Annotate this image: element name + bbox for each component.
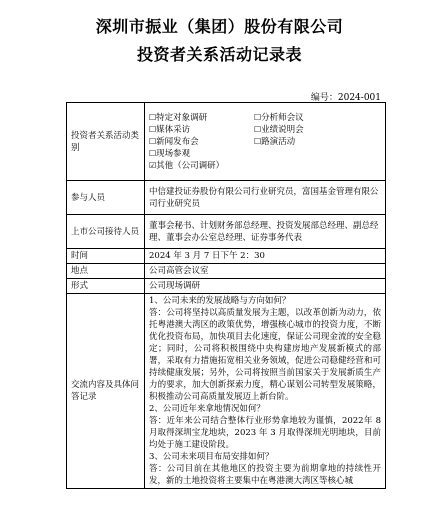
row-participants [67,181,386,215]
answer-2: 答：近年来公司结合整体行业形势拿地较为谨慎，2022年 8 月取得深圳宝龙地块，2023 年 3 月取得深圳光明地块，目前均处于施工建设阶段。 [149,416,381,450]
activity-type-options [145,103,386,181]
checkbox-icon: ☐ [149,136,157,146]
option-analyst-meeting: ☐分析师会议 [254,112,304,123]
checkbox-icon: ☐ [149,148,157,158]
label-participants: 参与人员 [67,181,145,215]
row-form [67,279,386,294]
checkbox-icon: ☐ [254,112,262,122]
location-value: 公司高管会议室 [145,264,386,279]
question-3: 3、公司未来项目布局安排如何？ [149,452,274,462]
label-form: 形式 [67,279,145,294]
label-receptionists: 上市公司接待人员 [67,215,145,249]
label-activity-type: 投资者关系活动类别 [67,103,145,181]
label-time: 时间 [67,249,145,264]
checked-checkbox-icon: ☑ [149,160,157,170]
participants-value: 中信建投证券股份有限公司行业研究员，富国基金管理有限公司行业研究员 [145,181,386,215]
serial-number: 编号：2024-001 [310,93,381,103]
option-press-conference: ☐新闻发布会 [149,136,199,147]
receptionists-value: 董事会秘书、计划财务部总经理、投资发展部总经理、副总经理、董事会办公室总经理、证券事务代表 [145,215,386,249]
row-time [67,249,386,264]
option-site-visit: ☐现场参观 [149,148,191,159]
row-receptionists [67,215,386,249]
answer-3: 答：公司目前在其他地区的投资主要为前期拿地的持续性开发，新的土地投资将主要集中在粤港澳大湾区等核心城 [149,464,381,486]
checkbox-icon: ☐ [149,112,157,122]
document-title: 投资者关系活动记录表 [136,45,302,64]
label-content: 交流内容及具体问答记录 [67,294,145,489]
option-media-interview: ☐媒体采访 [149,124,191,135]
answer-1: 答：公司将坚持以高质量发展为主题，以改革创新为动力，依托粤港澳大湾区的政策优势，增强核心城市的投资力度，不断优化投资布局，加快项目去化速度，保证公司现金流的安全稳定；同时，公司将积极围绕中央构建房地产发展新模式的部署，采取有力措施拓宽相关业务领域，促进公司稳健经营和可持续健康发展；另外，公司将按照当前国家关于发展新质生产力的要求，加大创新探索力度，精心谋划公司转型发展策略，积极推动公司高质量发展迈上新台阶。 [149,308,381,402]
question-2: 2、公司近年来拿地情况如何？ [149,404,265,414]
row-content [67,294,386,489]
time-value: 2024 年 3 月 7 日下午 2：30 [145,249,386,264]
checkbox-icon: ☐ [254,136,262,146]
option-earnings-call: ☐业绩说明会 [254,124,304,135]
row-activity-type [67,103,386,181]
label-location: 地点 [67,264,145,279]
checkbox-icon: ☐ [149,124,157,134]
option-roadshow: ☐路演活动 [254,136,296,147]
option-other: ☑其他（公司调研） [149,160,225,171]
company-title: 深圳市振业（集团）股份有限公司 [95,17,344,36]
checkbox-icon: ☐ [254,124,262,134]
row-location [67,264,386,279]
option-specific-research: ☐特定对象调研 [149,112,208,123]
question-1: 1、公司未来的发展战略与方向如何？ [149,296,291,306]
record-table [66,102,386,489]
qa-content [145,294,386,489]
form-value: 公司现场调研 [145,279,386,294]
